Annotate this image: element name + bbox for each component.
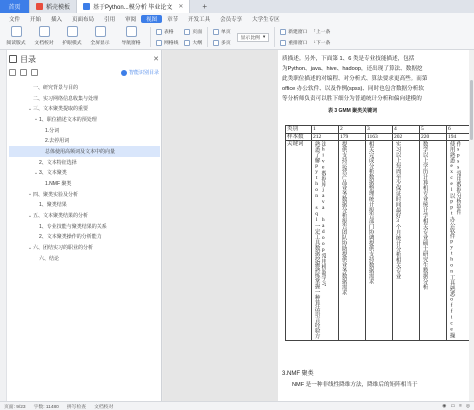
toc-panel-tools [9,67,159,78]
toc-item-label: 三、文本聚类提取的重要 [33,106,89,113]
toc-item-label: 1.分词 [45,127,60,134]
arrow-up-icon: ↑ [313,29,316,34]
next-button[interactable] [313,37,330,48]
table-cell [420,141,447,341]
keyword-text: 相关完成分析数据整理统计报告部门协调提供支持数据需求 [367,141,374,285]
chevron-down-icon[interactable]: ⌄ [27,212,33,219]
menu-home[interactable]: 开始 [30,16,42,23]
toc-item[interactable] [9,178,160,189]
nav-pane-button[interactable] [114,24,148,50]
table-cell: 1 [312,126,339,134]
toc-list [9,82,160,264]
table-cell: 212 [312,133,339,141]
paragraph-line: office 办公软件、以及作例(spss)、同时也包含数据分析软 [282,86,424,92]
table-cell: 6 [447,126,474,134]
multi-page-icon [213,40,219,46]
toc-item-label: 2、文本特征选择 [39,159,77,166]
toc-item[interactable] [9,210,160,221]
expand-icon[interactable] [9,69,16,76]
menu-file[interactable]: 文件 [9,16,21,23]
close-icon[interactable]: ✕ [153,56,159,63]
toc-item-label: 四、聚类实验及分析 [33,191,79,198]
collapse-icon[interactable] [20,69,27,76]
toc-item-label: 1、专业技能与聚类结果的关系 [39,223,107,230]
toc-item-label: 六、结论 [39,255,60,262]
plus-icon: + [202,2,208,11]
toc-item-label: 1.NMF 聚类 [45,181,72,188]
reading-layout-label: 阅读版式 [6,41,26,46]
new-tab-button[interactable] [190,0,219,13]
tab-document-label: 基于Python...模分析 毕业论文 [93,5,173,11]
smart-icon [121,70,127,76]
reading-layout-button[interactable] [2,24,30,50]
toc-item[interactable] [9,242,160,253]
table-cell [312,141,339,341]
menu-bar [0,13,474,24]
next-label: 下一条 [315,41,331,46]
nav-pane-label: 导航窗格 [121,41,141,46]
outline-view-button[interactable] [184,37,202,48]
menu-developer[interactable]: 开发工具 [188,16,211,23]
prev-label: 上一条 [315,30,331,35]
page-view-label: 页面 [192,30,203,35]
smart-toc-button[interactable] [121,69,159,76]
arrange-window-button[interactable] [280,37,307,48]
toc-item-label: 3、文本聚类 [39,170,67,177]
toc-item[interactable] [9,232,160,243]
docer-icon [36,3,43,10]
menu-chapter[interactable]: 章节 [167,16,179,23]
eye-care-label: 护眼模式 [62,41,82,46]
page-icon [184,29,190,35]
tab-document[interactable] [77,0,190,13]
table-row [286,141,474,341]
word-count[interactable]: 字数: 11480 [33,404,59,410]
table-cell: 样本数 [286,133,312,141]
document-page [278,50,474,401]
menu-reference[interactable]: 引用 [104,16,116,23]
toc-item[interactable] [9,253,160,264]
toc-item-label: 2、文本聚类操作的分析能力 [39,234,102,241]
toc-panel [0,50,162,401]
menu-view[interactable]: 视图 [141,15,162,23]
toc-item[interactable] [9,114,160,125]
new-window-button[interactable] [280,26,307,37]
smart-toc-label: 智能识别目录 [128,70,159,76]
paragraph-line: 等分析师负责可以胜下细分为普通统计分析和偏向建模的 [282,96,422,102]
keyword-text: 实习以上每周至少保证时间最好3个月统计分析相关专业 [394,141,401,280]
toc-item-label: 五、文本聚类结果的分析 [33,213,89,220]
keyword-text: 数学以上学历计算机专业统计学相关专业硕士研究生数据分析 [421,141,428,290]
keyword-text: 提供支持运营产品业务数据分析报告团队协助提供业务数据需求 [340,141,347,296]
single-page-button[interactable] [213,26,231,37]
toc-icon [9,55,17,63]
close-tab-icon[interactable]: ✕ [178,4,184,10]
fullscreen-icon [95,26,106,37]
keyword-text: 熟悉了解python sql一定工具数据挖掘熟练掌握一种算法语言经验方法hive数据库java hadoop常用机器学习 [313,141,327,339]
keyword-text: 使用熟悉excel以ppt办公软件python工具熟悉office操作spss常用数据分析软件 [448,141,462,339]
layout-group [181,24,205,50]
table-cell: 3 [366,126,393,134]
table-header-row [286,126,474,134]
toc-item[interactable] [9,221,160,232]
doc-check-button[interactable]: 文档校对 [94,404,114,410]
toc-item[interactable] [9,200,160,211]
arrange-window-label: 重排窗口 [288,41,308,46]
menu-student[interactable]: 大学生专区 [252,16,280,23]
table-cell [393,141,420,341]
eye-icon [67,26,78,37]
tab-home[interactable] [0,0,30,13]
toc-item[interactable] [9,157,160,168]
table-cell: 4 [393,126,420,134]
table-cell [366,141,393,341]
paragraph-line: 为Python、java、hive、hadoop，还出现了算法、数据挖 [282,66,423,72]
window-icon [280,29,286,35]
chevron-down-icon[interactable]: ⌄ [33,169,39,176]
page-view-icon[interactable]: ▭ [450,403,455,409]
table-cell: 5 [420,126,447,134]
paragraph-line: 质描述。另外，下面第 1、6 类是专业技能描述，包括 [282,56,415,62]
table-cell: 202 [393,133,420,141]
arrow-down-icon: ↓ [313,40,316,45]
new-window-label: 新建窗口 [288,30,308,35]
table-row [286,133,474,141]
chevron-down-icon[interactable]: ⌄ [27,244,33,251]
menu-layout[interactable]: 页面布局 [72,16,95,23]
gridline-toggle-label: 网格线 [164,41,179,46]
toc-item-label: 2.去停用词 [45,138,70,145]
prev-button[interactable] [313,26,330,37]
chevron-down-icon[interactable]: ⌄ [27,191,33,198]
chevron-down-icon[interactable]: ⌄ [27,105,33,112]
single-page-label: 单页 [221,30,231,35]
fullscreen-label: 全屏显示 [90,41,110,46]
nav-pane-icon [126,26,137,37]
toc-panel-header [9,52,159,66]
gridline-toggle[interactable] [156,37,178,48]
outline-icon [184,40,190,46]
toc-item-label: 六、团结实习的职业的分析 [33,245,94,252]
scrollbar-thumb[interactable] [470,80,473,140]
chevron-down-icon[interactable]: ⌄ [33,116,39,123]
page-indicator[interactable]: 页面: 9/23 [4,404,26,410]
table-cell: 194 [447,133,474,141]
proofread-icon [39,26,50,37]
table-caption: 表 3 GMM 聚类关键词 [328,108,378,114]
table-cell: 类别 [286,126,312,134]
single-page-icon [213,29,219,35]
page-view-button[interactable] [184,26,202,37]
multi-page-label: 多页 [221,41,231,46]
paragraph-line: 此类职位描述的对编程、对分析式、算法要求更高些。而第 [282,76,428,82]
toc-item[interactable] [9,82,160,93]
table-cell: 179 [339,133,366,141]
arrange-icon [280,40,286,46]
paragraph-line: NMF 是一种非线性降维方法，降维后的矩阵相当于 [292,382,418,388]
settings-icon[interactable] [31,69,38,76]
chevron-down-icon: ▾ [262,34,266,40]
status-right-tools [442,404,474,409]
checkbox-icon [156,40,162,46]
zoom-select-value: 显示比例 [240,35,260,41]
toc-item-label: 1、聚类结果 [39,202,67,209]
checkbox-icon [156,29,162,35]
window-group [277,24,310,50]
document-area [163,50,474,401]
document-gutter [163,50,275,401]
vertical-scrollbar[interactable] [469,50,474,401]
keyword-table [285,125,474,341]
zoom-select[interactable] [237,33,270,42]
toc-item-label: 1、职位描述文本的预处理 [39,116,97,123]
fullscreen-button[interactable] [86,24,114,50]
multi-page-button[interactable] [213,37,231,48]
section-heading: 3.NMF 聚类 [282,371,314,377]
table-toggle[interactable] [156,26,178,37]
zoom-select-group [234,24,273,50]
show-group [153,24,181,50]
zoom-group [210,24,234,50]
menu-member[interactable]: 会员专享 [220,16,243,23]
web-icon[interactable]: ◎ [465,403,470,409]
nav-group [310,24,333,50]
eye-care-button[interactable] [58,24,86,50]
toc-item[interactable] [9,135,160,146]
outline-view-label: 大纲 [192,41,203,46]
table-cell: 关键词 [286,141,312,341]
word-doc-icon [83,3,90,10]
table-toggle-label: 表格 [164,30,174,35]
toolbar-separator [150,27,151,47]
menu-review[interactable]: 审阅 [125,16,137,23]
eye-icon[interactable]: ◉ [442,403,447,409]
toc-item-label: 二、实习网络信息收集与处理 [33,95,99,102]
table-cell: 1163 [366,133,393,141]
table-cell [339,141,366,341]
toc-item[interactable] [9,168,160,179]
proofread-button[interactable] [30,24,58,50]
toc-item[interactable] [9,103,160,114]
menu-insert[interactable]: 插入 [51,16,63,23]
book-icon [11,26,22,37]
view-toolbar [0,24,474,50]
tab-home-label: 首页 [8,5,21,11]
table-cell: 2 [339,126,366,134]
list-icon[interactable]: ≡ [459,403,462,409]
toc-item[interactable] [9,125,160,136]
tab-bar [0,0,474,13]
toc-item-label: 一、研究背景与目的 [33,84,79,91]
proofread-label: 文档校对 [34,41,54,46]
sidebar-rail [0,50,7,401]
toc-item[interactable] [9,189,160,200]
toc-item-label: 总体使用高频词及文本中的向量 [45,148,116,155]
table-cell: 220 [420,133,447,141]
toolbar-separator [207,27,208,47]
toc-panel-title: 目录 [20,54,36,64]
toc-item[interactable] [9,93,160,104]
tab-template-label: 稻壳模板 [46,5,71,11]
status-bar [0,401,474,410]
toolbar-separator [274,27,275,47]
tab-template[interactable] [30,0,77,13]
toc-item[interactable] [9,146,160,157]
spell-check-button[interactable]: 拼写检查 [66,404,87,410]
